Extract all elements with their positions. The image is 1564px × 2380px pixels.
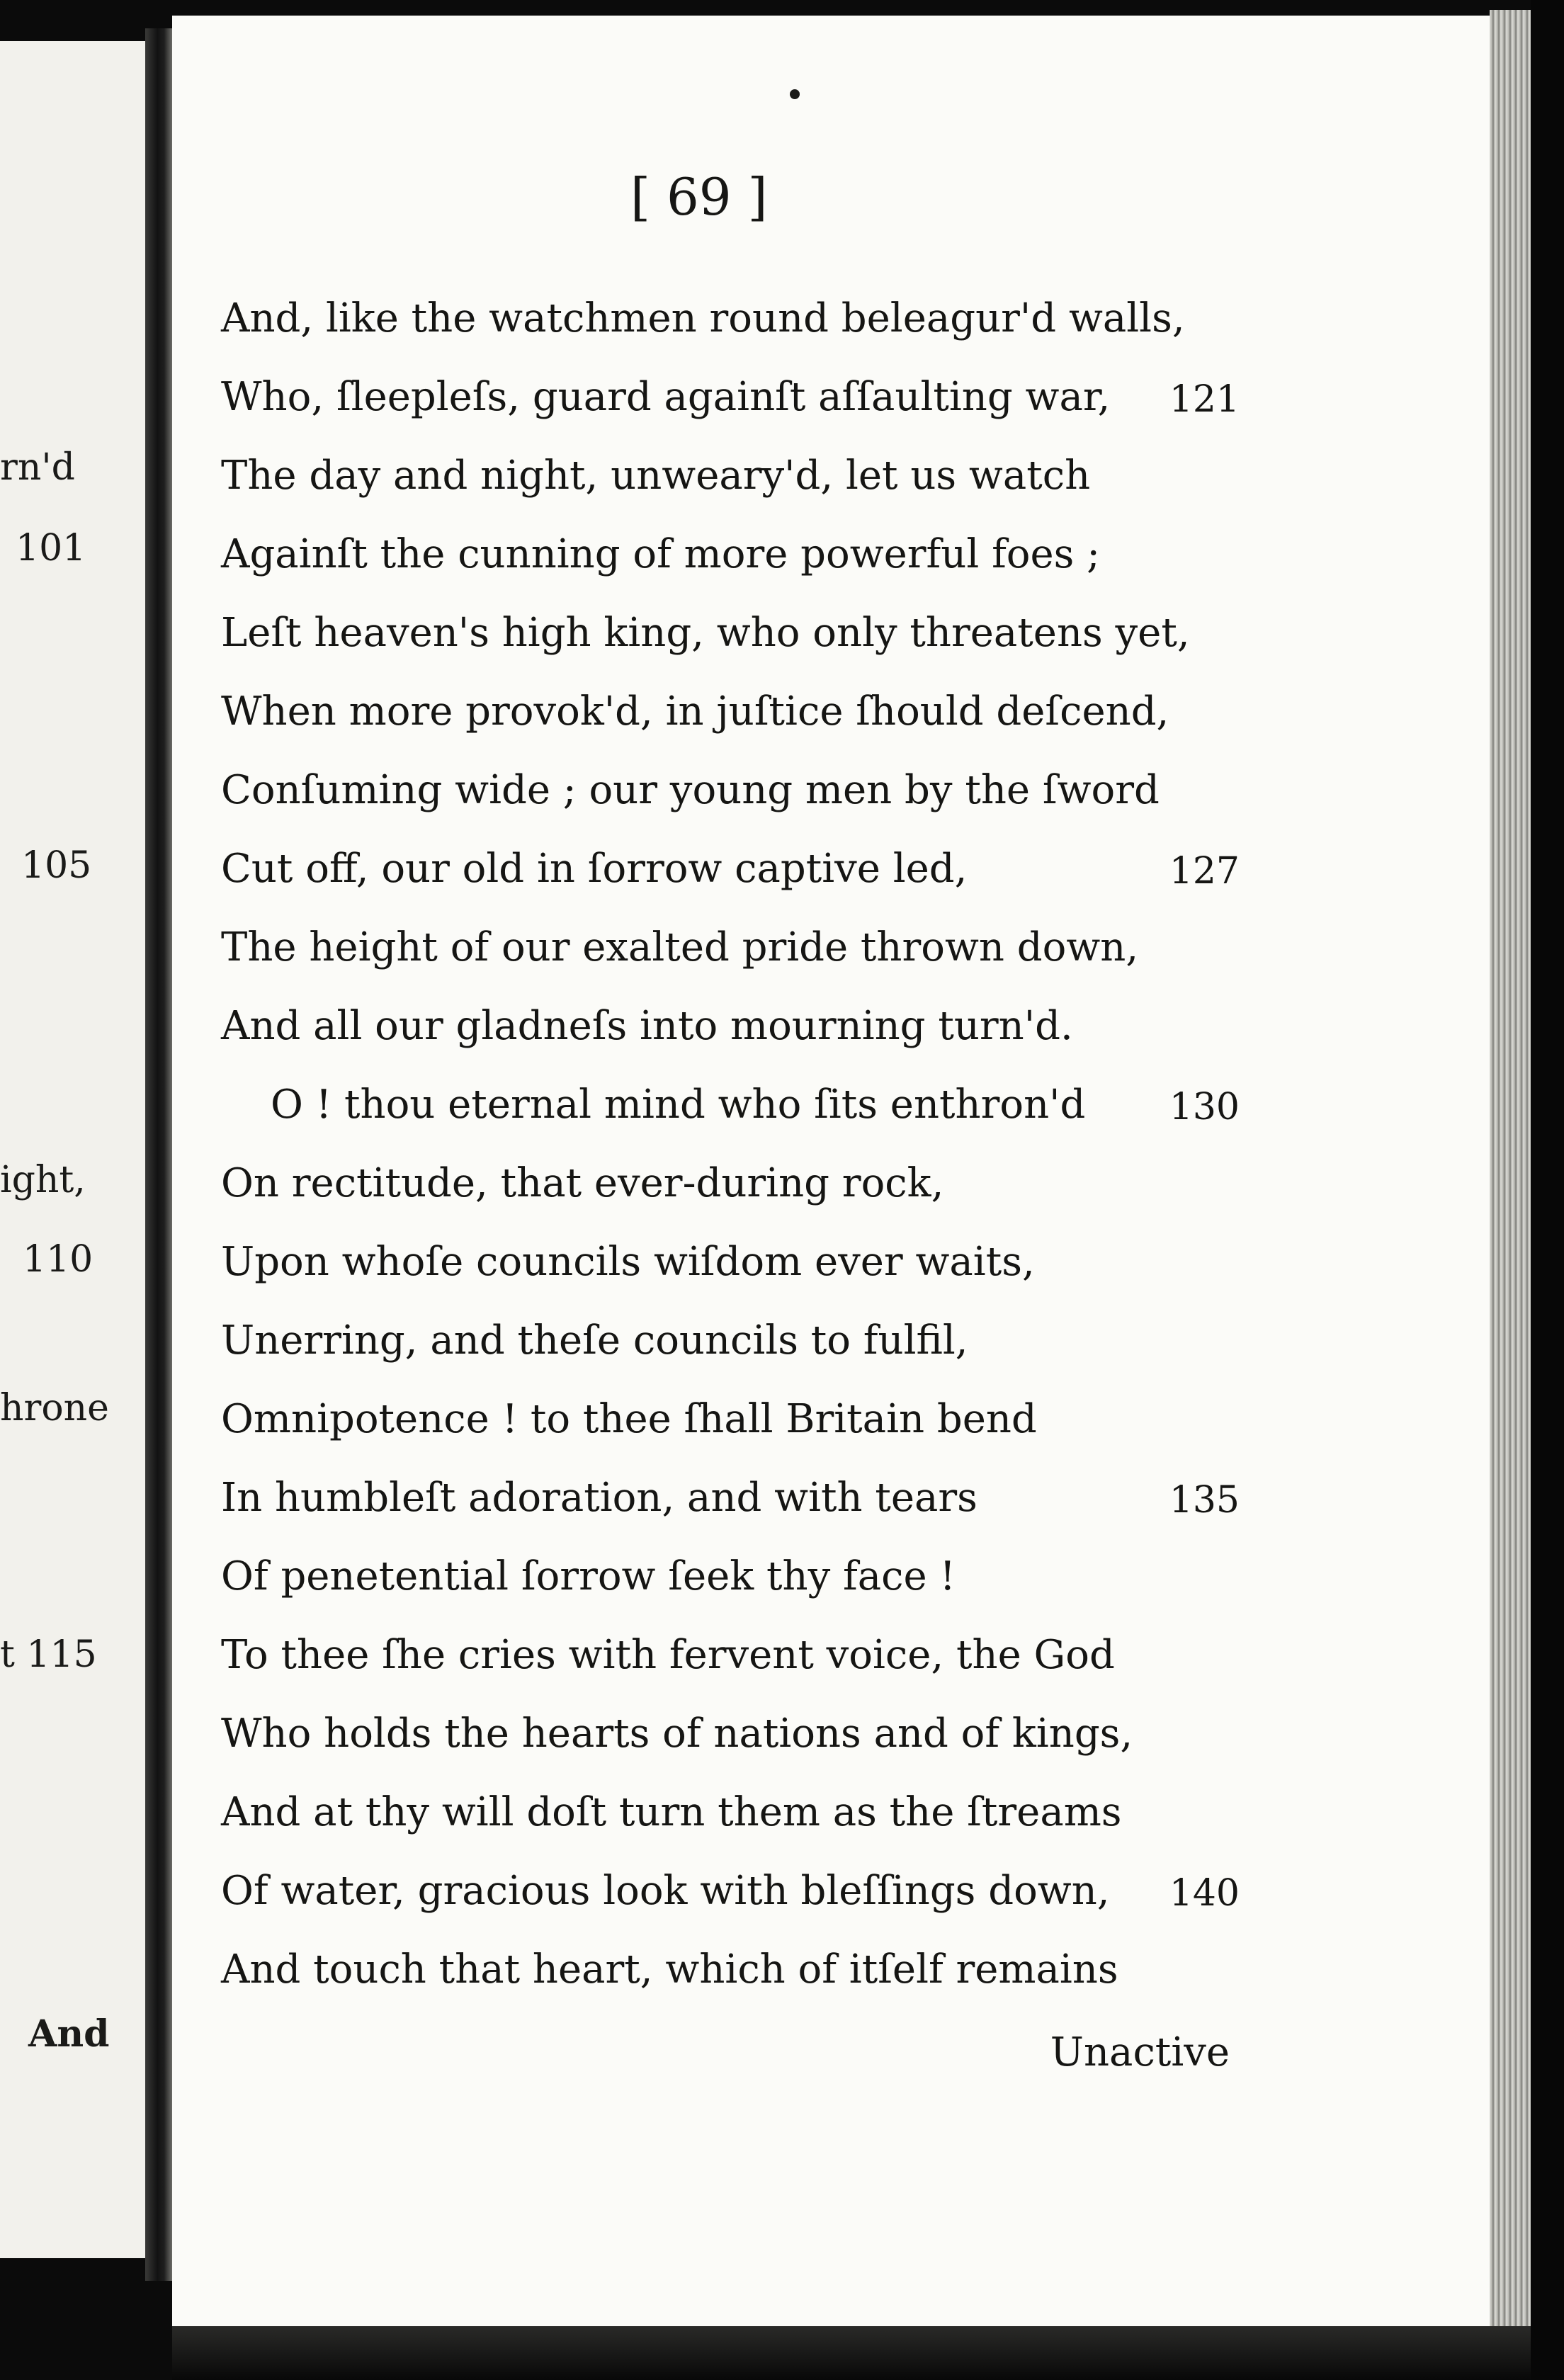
poem-line: Who holds the hearts of nations and of kings, <box>221 1711 1133 1757</box>
poem-line: Againſt the cunning of more powerful foes ; <box>221 531 1101 577</box>
poem-line: Leſt heaven's high king, who only threatens yet, <box>221 610 1190 656</box>
left-page <box>0 41 163 2258</box>
page-edge <box>1490 10 1531 2332</box>
line-number: 135 <box>1169 1479 1240 1522</box>
poem-line: Unerring, and theſe councils to fulfil, <box>221 1318 968 1364</box>
poem-line: In humbleſt adoration, and with tears <box>221 1475 978 1521</box>
poem-line: Upon whoſe councils wiſdom ever waits, <box>221 1239 1035 1285</box>
poem-line: Conſuming wide ; our young men by the ſword <box>221 767 1160 813</box>
left-page-fragment: 110 <box>23 1238 94 1281</box>
bottom-shadow <box>172 2326 1531 2380</box>
poem-line: The height of our exalted pride thrown down, <box>221 924 1139 970</box>
ink-dot <box>790 89 800 99</box>
left-page-fragment: 101 <box>16 527 86 570</box>
line-number: 140 <box>1169 1872 1240 1915</box>
poem-line: And touch that heart, which of itſelf remains <box>221 1946 1118 1993</box>
left-page-fragment: ight, <box>0 1159 86 1201</box>
catchword: Unactive <box>1050 2029 1230 2075</box>
book-gutter <box>145 28 172 2281</box>
poem-line: And at thy will doſt turn them as the ſtreams <box>221 1789 1122 1835</box>
left-page-fragment: rn'd <box>0 446 75 489</box>
page-number: [ 69 ] <box>630 167 768 227</box>
poem-line: Of water, gracious look with bleſſings down, <box>221 1868 1110 1914</box>
left-page-fragment: t 115 <box>0 1633 97 1676</box>
left-page-fragment: 105 <box>21 844 92 887</box>
poem-line: When more provok'd, in juſtice ſhould deſcend, <box>221 688 1169 735</box>
poem-line: Who, ſleepleſs, guard againſt aſſaulting war, <box>221 374 1111 420</box>
poem-line: On rectitude, that ever-during rock, <box>221 1160 944 1206</box>
left-page-fragment: hrone <box>0 1387 109 1429</box>
poem-line: And, like the watchmen round beleagur'd walls, <box>221 295 1185 341</box>
left-page-fragment: And <box>28 2012 110 2056</box>
poem-line: Of penetential ſorrow ſeek thy face ! <box>221 1553 956 1599</box>
poem-line: Cut off, our old in ſorrow captive led, <box>221 846 968 892</box>
line-number: 121 <box>1169 378 1240 421</box>
poem-line: Omnipotence ! to thee ſhall Britain bend <box>221 1396 1037 1442</box>
poem-line: To thee ſhe cries with fervent voice, the God <box>221 1632 1115 1678</box>
line-number: 127 <box>1169 850 1240 892</box>
line-number: 130 <box>1169 1086 1240 1128</box>
poem-line: And all our gladneſs into mourning turn'd. <box>221 1003 1073 1049</box>
poem-line: O ! thou eternal mind who ſits enthron'd <box>271 1082 1086 1128</box>
poem-line: The day and night, unweary'd, let us watch <box>221 453 1091 499</box>
page-edge-shadow <box>1531 0 1564 2380</box>
